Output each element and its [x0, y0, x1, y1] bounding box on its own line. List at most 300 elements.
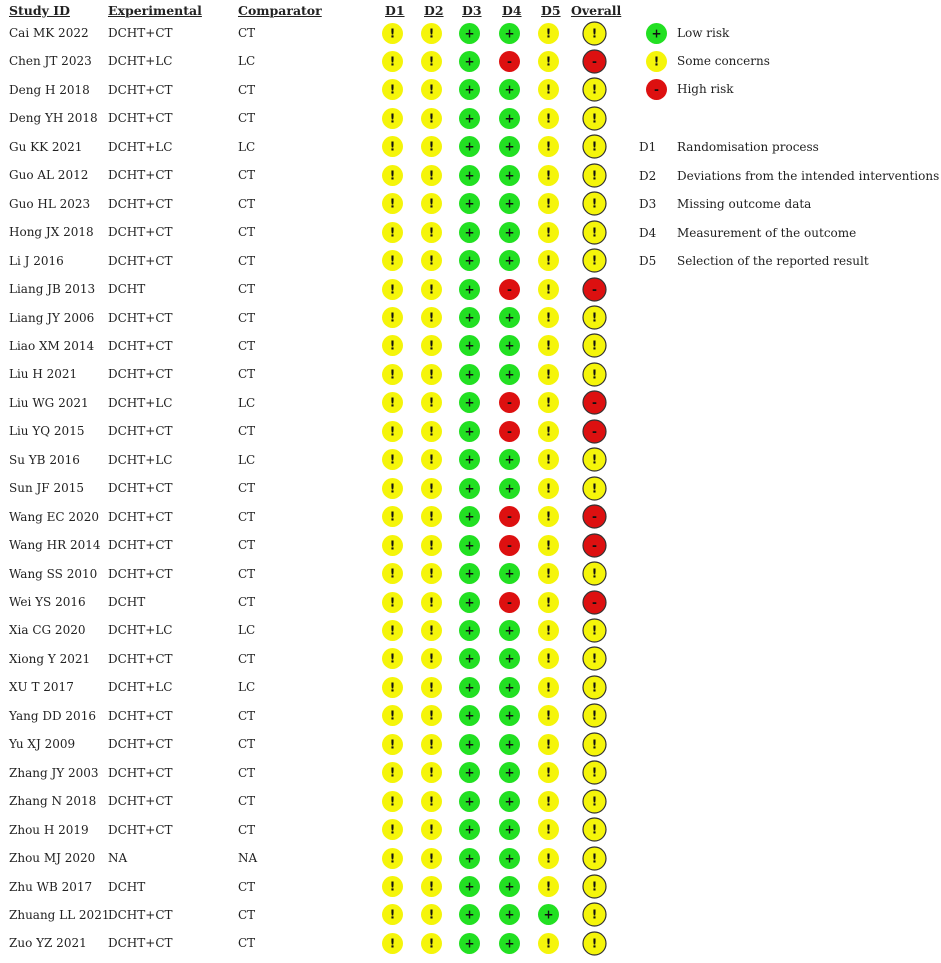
- judgement-d4: [497, 789, 522, 814]
- judgement-d1-symbol: !: [389, 82, 395, 97]
- judgement-d5-symbol: !: [545, 196, 551, 211]
- judgement-d5: [536, 533, 561, 558]
- judgement-d2: [419, 846, 444, 871]
- comparator-label: CT: [238, 225, 256, 240]
- judgement-d4-symbol: +: [503, 936, 515, 951]
- experimental-label: DCHT+CT: [108, 708, 173, 723]
- judgement-overall-symbol: -: [591, 282, 597, 297]
- judgement-overall-symbol: -: [591, 395, 597, 410]
- judgement-d3: [457, 21, 482, 46]
- judgement-d5-symbol: !: [545, 54, 551, 69]
- judgement-overall-symbol: !: [591, 651, 597, 666]
- judgement-d3-symbol: +: [463, 936, 475, 951]
- study-id-label: Liao XM 2014: [9, 338, 95, 353]
- judgement-d5-symbol: !: [545, 595, 551, 609]
- judgement-d5: [536, 163, 561, 188]
- judgement-d3-symbol: +: [463, 680, 475, 695]
- judgement-overall-symbol: !: [591, 680, 597, 695]
- judgement-overall: [581, 873, 608, 900]
- judgement-d4-symbol: +: [503, 111, 515, 126]
- judgement-d1: [380, 49, 405, 74]
- judgement-d4-symbol: +: [503, 879, 515, 894]
- judgement-d1-symbol: !: [389, 651, 395, 666]
- judgement-d5: [536, 703, 561, 728]
- judgement-d5-symbol: !: [545, 737, 551, 752]
- judgement-d1: [380, 77, 405, 102]
- judgement-d1: [380, 846, 405, 871]
- study-id-label: Gu KK 2021: [9, 139, 83, 154]
- judgement-d2: [419, 106, 444, 131]
- judgement-d4: [497, 646, 522, 671]
- judgement-overall: [581, 930, 608, 957]
- judgement-d1: [380, 618, 405, 643]
- judgement-d2-symbol: !: [428, 367, 434, 382]
- judgement-d3-symbol: +: [463, 538, 475, 553]
- comparator-label: CT: [238, 879, 256, 894]
- judgement-d5: [536, 874, 561, 899]
- judgement-d3-symbol: +: [463, 82, 475, 97]
- judgement-d5-symbol: !: [545, 509, 551, 524]
- judgement-d5: [536, 106, 561, 131]
- judgement-d1-symbol: !: [389, 680, 395, 695]
- judgement-d2: [419, 931, 444, 956]
- judgement-d2-symbol: !: [428, 481, 434, 496]
- judgement-d2-symbol: !: [428, 538, 434, 553]
- judgement-d5: [536, 817, 561, 842]
- judgement-d5-symbol: !: [545, 338, 551, 353]
- judgement-d5-symbol: !: [545, 851, 551, 866]
- judgement-d4-symbol: +: [503, 225, 515, 240]
- legend-domain-label: Selection of the reported result: [677, 254, 869, 268]
- judgement-d5-symbol: !: [545, 765, 551, 780]
- judgement-overall-symbol: !: [591, 481, 597, 496]
- judgement-d5: [536, 191, 561, 216]
- judgement-d5: [536, 646, 561, 671]
- judgement-overall-symbol: -: [591, 538, 597, 553]
- study-id-label: Wang HR 2014: [9, 538, 101, 553]
- judgement-overall-symbol: !: [591, 822, 597, 837]
- judgement-d3-symbol: +: [463, 282, 475, 297]
- judgement-d2: [419, 874, 444, 899]
- study-id-label: Yang DD 2016: [9, 708, 96, 723]
- judgement-d2-symbol: !: [428, 708, 434, 723]
- judgement-d4: [497, 362, 522, 387]
- judgement-d1: [380, 191, 405, 216]
- judgement-d1-symbol: !: [389, 282, 395, 297]
- judgement-d4: [497, 220, 522, 245]
- judgement-d2: [419, 789, 444, 814]
- experimental-label: DCHT+CT: [108, 765, 173, 780]
- comparator-label: CT: [238, 765, 256, 780]
- judgement-d5: [536, 77, 561, 102]
- study-id-label: Yu XJ 2009: [9, 737, 76, 752]
- judgement-d1-symbol: !: [389, 822, 395, 837]
- judgement-d2: [419, 504, 444, 529]
- judgement-d4: [497, 476, 522, 501]
- judgement-d4-symbol: +: [503, 851, 515, 866]
- judgement-d2-symbol: !: [428, 651, 434, 666]
- comparator-label: LC: [238, 623, 256, 638]
- judgement-d2-symbol: !: [428, 765, 434, 780]
- judgement-d1-symbol: !: [389, 310, 395, 325]
- experimental-label: DCHT+LC: [108, 452, 173, 467]
- judgement-d3: [457, 476, 482, 501]
- judgement-overall-symbol: !: [591, 452, 597, 467]
- judgement-d1-symbol: !: [389, 367, 395, 382]
- judgement-d1-symbol: !: [389, 168, 395, 183]
- judgement-d1: [380, 760, 405, 785]
- judgement-overall-symbol: !: [591, 139, 597, 154]
- judgement-d5-symbol: !: [545, 424, 551, 439]
- judgement-d5-symbol: !: [545, 253, 551, 268]
- judgement-d1-symbol: !: [389, 623, 395, 638]
- judgement-d5: [536, 390, 561, 415]
- judgement-d4: [497, 732, 522, 757]
- judgement-d3: [457, 760, 482, 785]
- judgement-overall: [581, 133, 608, 160]
- judgement-d5-symbol: !: [545, 111, 551, 126]
- judgement-d2: [419, 703, 444, 728]
- judgement-d1: [380, 305, 405, 330]
- judgement-d5: [536, 49, 561, 74]
- judgement-d5: [536, 362, 561, 387]
- judgement-d3: [457, 277, 482, 302]
- judgement-d5: [536, 134, 561, 159]
- judgement-d2-symbol: !: [428, 737, 434, 752]
- experimental-label: DCHT+LC: [108, 54, 173, 69]
- judgement-d2-symbol: !: [428, 623, 434, 638]
- judgement-d5-symbol: +: [542, 907, 554, 922]
- judgement-overall: [581, 503, 608, 530]
- judgement-d1: [380, 646, 405, 671]
- comparator-label: CT: [238, 794, 256, 809]
- judgement-d4-symbol: +: [503, 623, 515, 638]
- judgement-d3: [457, 248, 482, 273]
- judgement-d2-symbol: !: [428, 509, 434, 524]
- experimental-label: DCHT+LC: [108, 139, 173, 154]
- judgement-d5-symbol: !: [545, 623, 551, 638]
- judgement-overall-symbol: -: [591, 424, 597, 439]
- judgement-d5: [536, 305, 561, 330]
- judgement-overall: [581, 76, 608, 103]
- judgement-d3-symbol: +: [463, 879, 475, 894]
- judgement-overall: [581, 759, 608, 786]
- judgement-d3: [457, 902, 482, 927]
- judgement-d4-symbol: +: [503, 794, 515, 809]
- judgement-d4-symbol: +: [503, 338, 515, 353]
- judgement-d3-symbol: +: [463, 338, 475, 353]
- judgement-d4: [497, 447, 522, 472]
- judgement-d5-symbol: !: [545, 566, 551, 581]
- legend-domain-label: Measurement of the outcome: [677, 225, 857, 240]
- experimental-label: DCHT: [108, 595, 146, 609]
- judgement-d3-symbol: +: [463, 765, 475, 780]
- judgement-d4: [497, 390, 522, 415]
- judgement-d3: [457, 732, 482, 757]
- judgement-d1: [380, 447, 405, 472]
- judgement-d3: [457, 618, 482, 643]
- judgement-d5: [536, 248, 561, 273]
- judgement-overall-symbol: !: [591, 936, 597, 951]
- judgement-d4-symbol: +: [503, 481, 515, 496]
- judgement-d2-symbol: !: [428, 338, 434, 353]
- study-id-label: Wang EC 2020: [9, 509, 99, 524]
- legend-domain-code: D3: [639, 197, 657, 211]
- judgement-d1: [380, 333, 405, 358]
- judgement-d1-symbol: !: [389, 54, 395, 69]
- judgement-d5: [536, 277, 561, 302]
- study-id-label: Cai MK 2022: [9, 26, 89, 40]
- judgement-d3-symbol: +: [463, 907, 475, 922]
- judgement-d5: [536, 476, 561, 501]
- judgement-d2-symbol: !: [428, 936, 434, 951]
- judgement-d2: [419, 77, 444, 102]
- judgement-d2: [419, 390, 444, 415]
- judgement-d2-symbol: !: [428, 111, 434, 126]
- study-id-label: Su YB 2016: [9, 452, 80, 467]
- study-id-label: Guo HL 2023: [9, 196, 91, 211]
- judgement-overall: [581, 475, 608, 502]
- judgement-d3-symbol: +: [463, 566, 475, 581]
- legend-domain-code: D1: [639, 140, 657, 154]
- comparator-label: LC: [238, 452, 256, 467]
- judgement-overall: [581, 788, 608, 815]
- judgement-d4: [497, 874, 522, 899]
- judgement-d2-symbol: !: [428, 424, 434, 439]
- judgement-d4-symbol: +: [503, 822, 515, 837]
- judgement-d2: [419, 220, 444, 245]
- judgement-overall: [581, 304, 608, 331]
- judgement-overall: [581, 645, 608, 672]
- judgement-overall: [581, 48, 608, 75]
- comparator-label: CT: [238, 907, 256, 922]
- comparator-label: NA: [238, 851, 258, 866]
- experimental-label: DCHT+CT: [108, 196, 173, 211]
- judgement-d3-symbol: +: [463, 139, 475, 154]
- judgement-overall-symbol: !: [591, 367, 597, 382]
- judgement-d4: [497, 760, 522, 785]
- judgement-d1-symbol: !: [389, 737, 395, 752]
- judgement-d4: [497, 931, 522, 956]
- experimental-label: DCHT+CT: [108, 509, 173, 524]
- judgement-d3-symbol: +: [463, 481, 475, 496]
- judgement-d1-symbol: !: [389, 338, 395, 353]
- judgement-d5-symbol: !: [545, 936, 551, 951]
- judgement-d2: [419, 191, 444, 216]
- judgement-d5-symbol: !: [545, 481, 551, 496]
- experimental-label: DCHT+LC: [108, 395, 173, 410]
- judgement-d1: [380, 504, 405, 529]
- study-id-label: Xiong Y 2021: [9, 651, 91, 666]
- judgement-d4-symbol: -: [506, 54, 512, 69]
- judgement-d3-symbol: +: [463, 708, 475, 723]
- judgement-d3-symbol: +: [463, 851, 475, 866]
- judgement-d4-symbol: +: [503, 737, 515, 752]
- experimental-label: DCHT: [108, 879, 146, 894]
- judgement-d2-symbol: !: [428, 822, 434, 837]
- judgement-d2: [419, 333, 444, 358]
- judgement-overall: [581, 731, 608, 758]
- judgement-overall-symbol: !: [591, 82, 597, 97]
- judgement-d5: [536, 675, 561, 700]
- judgement-d5-symbol: !: [545, 225, 551, 240]
- judgement-d5-symbol: !: [545, 708, 551, 723]
- judgement-d4-symbol: +: [503, 253, 515, 268]
- comparator-label: CT: [238, 538, 256, 553]
- judgement-d1-symbol: !: [389, 566, 395, 581]
- judgement-d2: [419, 49, 444, 74]
- judgement-d4: [497, 817, 522, 842]
- legend-domain-label: Randomisation process: [677, 140, 819, 154]
- experimental-label: DCHT+CT: [108, 822, 173, 837]
- judgement-d2: [419, 447, 444, 472]
- judgement-d4: [497, 248, 522, 273]
- experimental-label: DCHT: [108, 282, 146, 297]
- judgement-d1-symbol: !: [389, 538, 395, 553]
- judgement-d4-symbol: +: [503, 765, 515, 780]
- judgement-overall: [581, 105, 608, 132]
- judgement-d4-symbol: -: [506, 509, 512, 524]
- judgement-d1: [380, 703, 405, 728]
- judgement-d2: [419, 760, 444, 785]
- judgement-d2-symbol: !: [428, 851, 434, 866]
- legend-low-marker-symbol: +: [650, 26, 662, 40]
- judgement-d4: [497, 333, 522, 358]
- legend-low-label: Low risk: [677, 26, 730, 40]
- header-study-id: Study ID: [9, 3, 70, 18]
- judgement-d4-symbol: +: [503, 680, 515, 695]
- judgement-overall: [581, 446, 608, 473]
- judgement-d2-symbol: !: [428, 452, 434, 467]
- judgement-d4: [497, 618, 522, 643]
- judgement-overall-symbol: -: [591, 54, 597, 69]
- judgement-d2-symbol: !: [428, 82, 434, 97]
- judgement-d1: [380, 590, 405, 615]
- judgement-overall: [581, 532, 608, 559]
- judgement-d5-symbol: !: [545, 538, 551, 553]
- judgement-d3-symbol: +: [463, 367, 475, 382]
- judgement-d2: [419, 277, 444, 302]
- judgement-d2-symbol: !: [428, 282, 434, 297]
- judgement-d2: [419, 476, 444, 501]
- judgement-d1: [380, 817, 405, 842]
- judgement-d3-symbol: +: [463, 623, 475, 638]
- judgement-overall: [581, 617, 608, 644]
- judgement-d1-symbol: !: [389, 851, 395, 866]
- experimental-label: DCHT+CT: [108, 651, 173, 666]
- judgement-d3: [457, 789, 482, 814]
- comparator-label: LC: [238, 54, 256, 69]
- judgement-d5-symbol: !: [545, 452, 551, 467]
- judgement-d1-symbol: !: [389, 708, 395, 723]
- judgement-d2-symbol: !: [428, 395, 434, 410]
- judgement-d4-symbol: +: [503, 196, 515, 211]
- judgement-d1-symbol: !: [389, 253, 395, 268]
- judgement-d1: [380, 874, 405, 899]
- judgement-d4-symbol: -: [506, 282, 512, 297]
- judgement-overall-symbol: !: [591, 253, 597, 268]
- judgement-d4: [497, 77, 522, 102]
- judgement-d5-symbol: !: [545, 879, 551, 894]
- judgement-overall-symbol: !: [591, 851, 597, 866]
- judgement-d1-symbol: !: [389, 26, 395, 40]
- study-id-label: Liu WG 2021: [9, 395, 89, 410]
- judgement-d3: [457, 675, 482, 700]
- header-d3: D3: [462, 3, 482, 18]
- legend-domain-code: D2: [639, 168, 657, 183]
- judgement-d4-symbol: -: [506, 595, 512, 609]
- judgement-overall: [581, 901, 608, 928]
- experimental-label: DCHT+CT: [108, 367, 173, 382]
- experimental-label: DCHT+CT: [108, 538, 173, 553]
- judgement-d4: [497, 419, 522, 444]
- experimental-label: DCHT+CT: [108, 26, 173, 40]
- judgement-overall: [581, 702, 608, 729]
- experimental-label: DCHT+CT: [108, 936, 173, 951]
- judgement-d5-symbol: !: [545, 651, 551, 666]
- judgement-d5: [536, 21, 561, 46]
- judgement-d5-symbol: !: [545, 367, 551, 382]
- judgement-d3-symbol: +: [463, 737, 475, 752]
- study-id-label: Hong JX 2018: [9, 225, 94, 240]
- judgement-d3: [457, 646, 482, 671]
- judgement-d5-symbol: !: [545, 395, 551, 410]
- judgement-d1-symbol: !: [389, 395, 395, 410]
- legend-some-label: Some concerns: [677, 54, 770, 68]
- header-d1: D1: [385, 3, 405, 18]
- judgement-d2-symbol: !: [428, 879, 434, 894]
- judgement-overall: [581, 219, 608, 246]
- comparator-label: LC: [238, 680, 256, 695]
- header-d5: D5: [541, 3, 561, 18]
- judgement-d4-symbol: -: [506, 395, 512, 410]
- legend-domain-label: Deviations from the intended interventions: [677, 168, 940, 183]
- judgement-d2: [419, 817, 444, 842]
- judgement-overall-symbol: !: [591, 111, 597, 126]
- header-d2: D2: [424, 3, 444, 18]
- experimental-label: DCHT+CT: [108, 168, 173, 183]
- judgement-d1-symbol: !: [389, 509, 395, 524]
- judgement-d2-symbol: !: [428, 26, 434, 40]
- judgement-d5: [536, 618, 561, 643]
- judgement-d1-symbol: !: [389, 907, 395, 922]
- judgement-d4: [497, 163, 522, 188]
- judgement-d1-symbol: !: [389, 196, 395, 211]
- judgement-overall-symbol: !: [591, 26, 597, 40]
- judgement-d5: [536, 504, 561, 529]
- judgement-d2-symbol: !: [428, 253, 434, 268]
- judgement-d2: [419, 561, 444, 586]
- judgement-d1: [380, 21, 405, 46]
- judgement-d1-symbol: !: [389, 794, 395, 809]
- judgement-overall: [581, 190, 608, 217]
- judgement-overall: [581, 816, 608, 843]
- judgement-d3-symbol: +: [463, 54, 475, 69]
- judgement-d5: [536, 732, 561, 757]
- study-id-label: XU T 2017: [9, 680, 74, 695]
- judgement-d4: [497, 21, 522, 46]
- judgement-d3-symbol: +: [463, 822, 475, 837]
- comparator-label: LC: [238, 139, 256, 154]
- legend-high-label: High risk: [677, 82, 734, 96]
- judgement-d3: [457, 817, 482, 842]
- comparator-label: CT: [238, 822, 256, 837]
- judgement-overall-symbol: !: [591, 310, 597, 325]
- judgement-d3-symbol: +: [463, 111, 475, 126]
- judgement-d3: [457, 590, 482, 615]
- header-overall: Overall: [571, 3, 622, 18]
- judgement-overall: [581, 560, 608, 587]
